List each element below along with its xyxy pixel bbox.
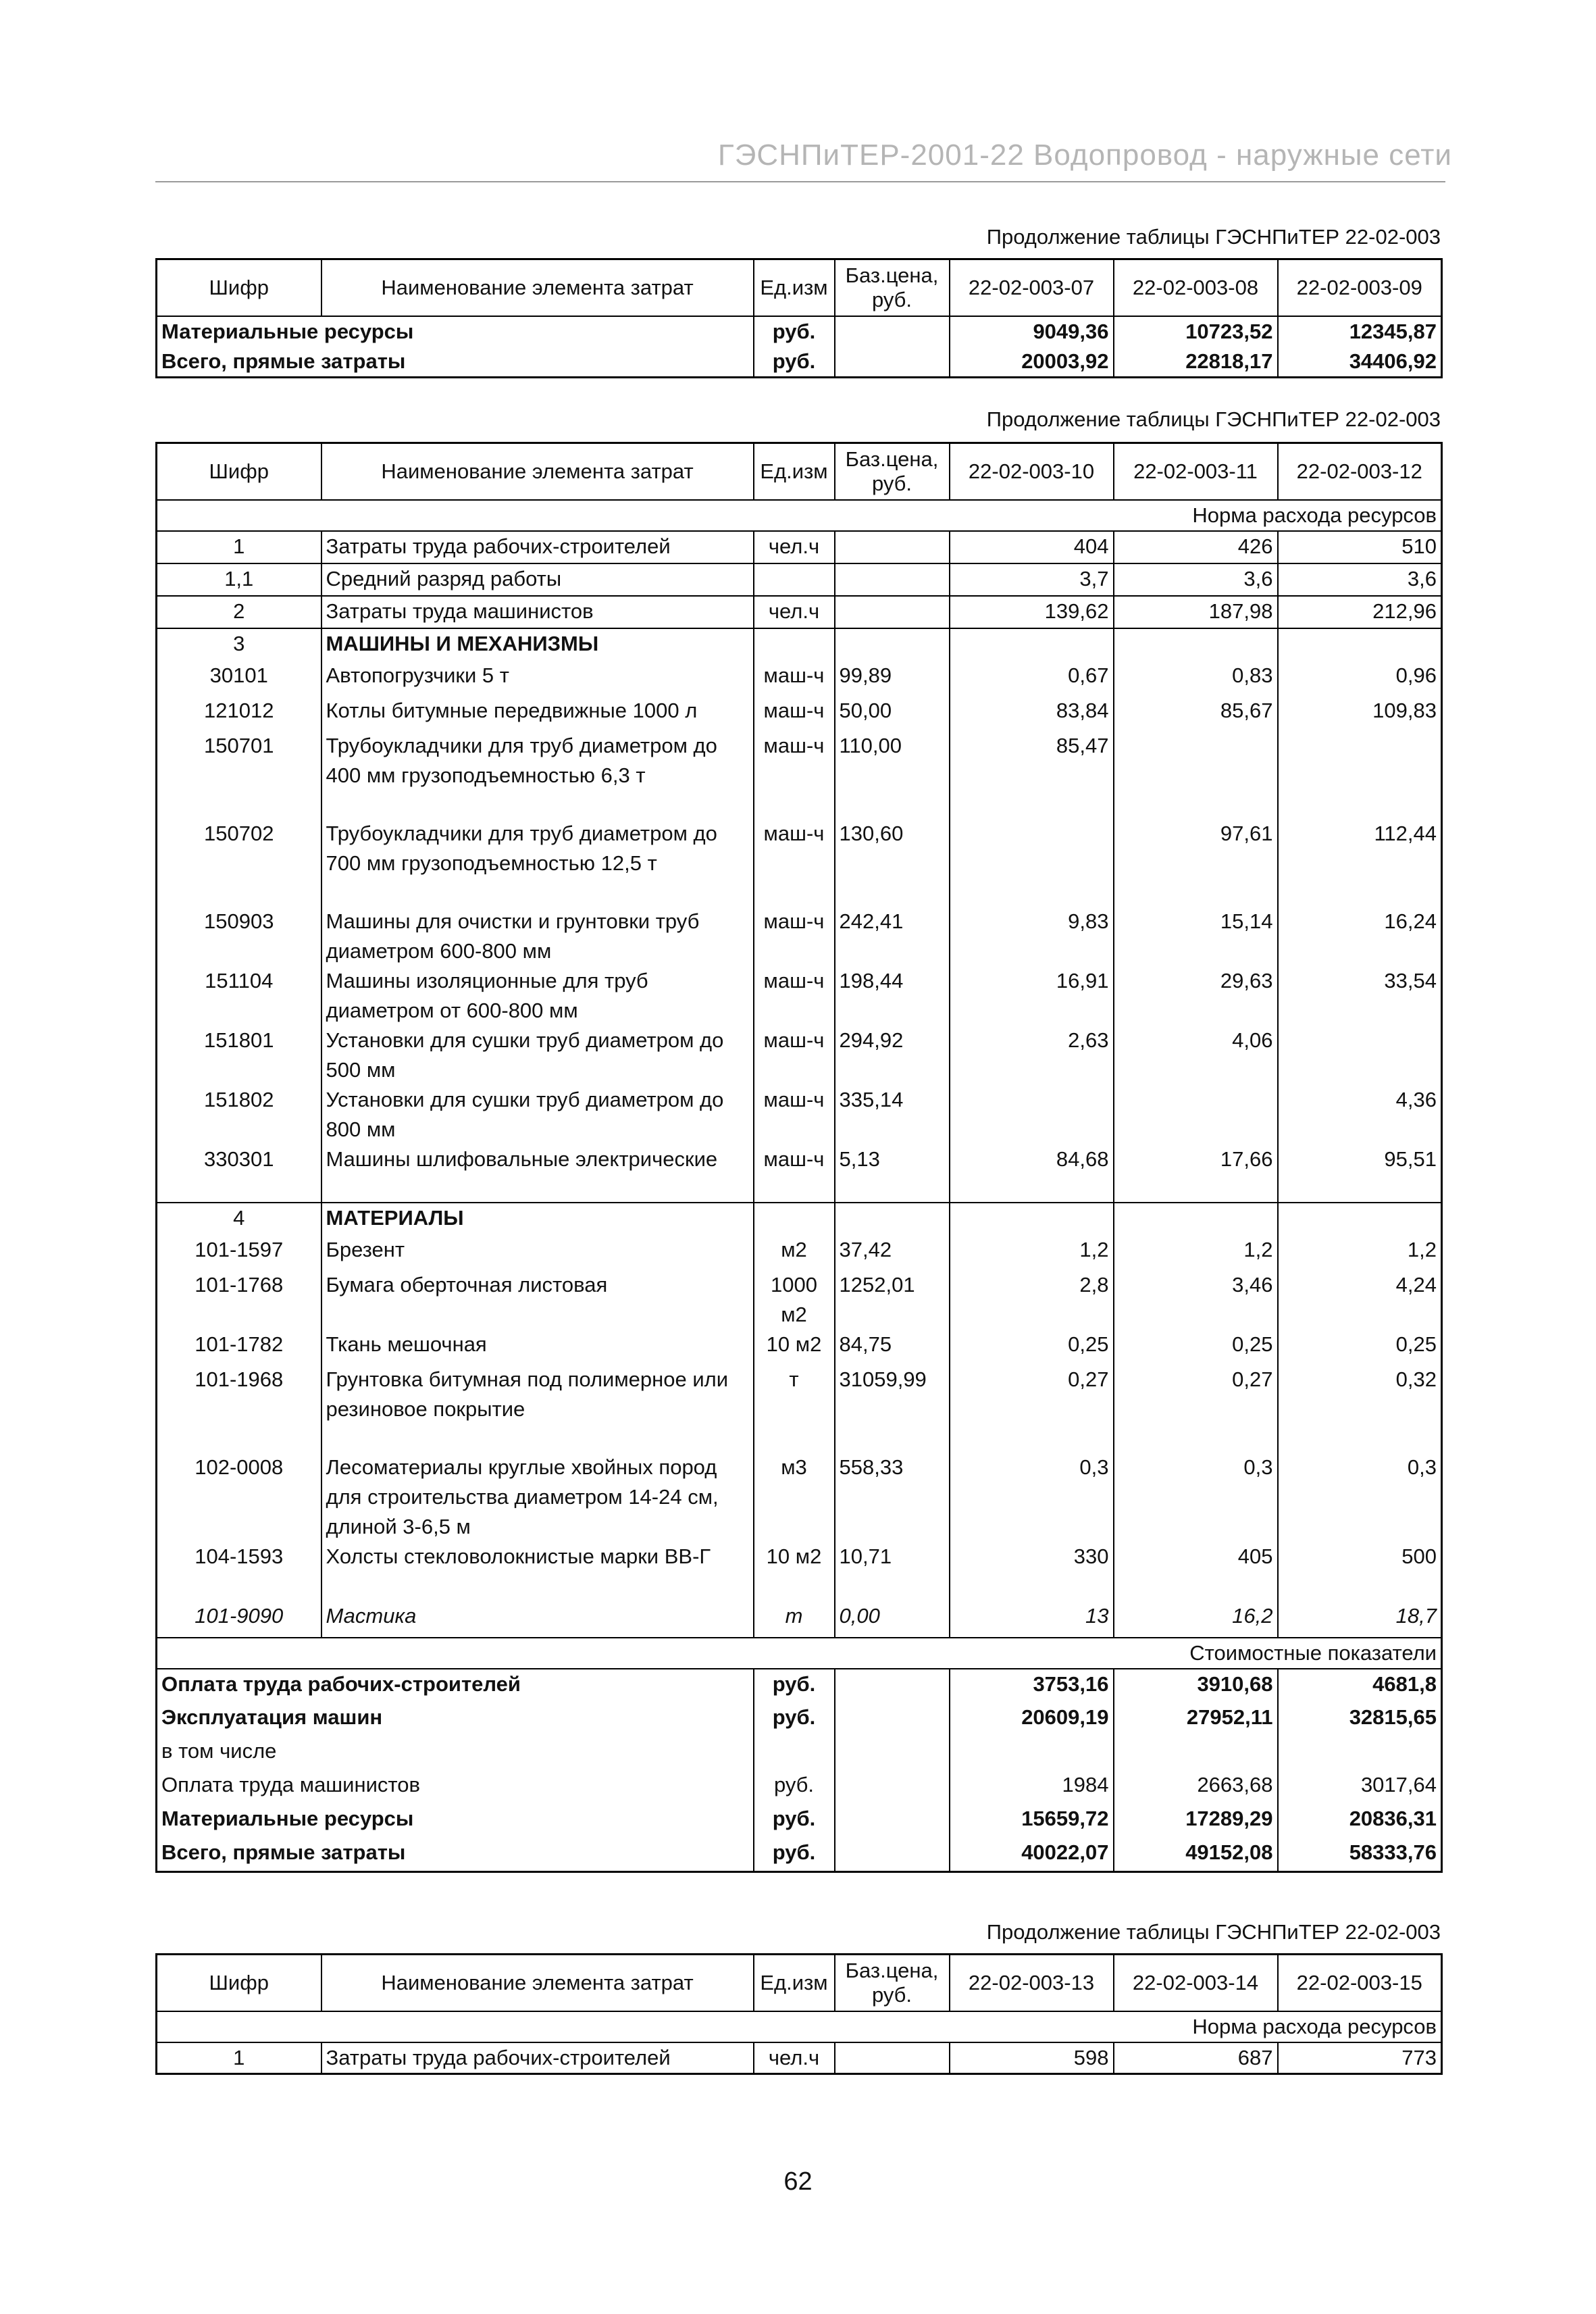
table1-header-row <box>157 259 1442 317</box>
row-price <box>835 2042 950 2074</box>
row-value: 32815,65 <box>1278 1703 1442 1736</box>
row-value: 15,14 <box>1114 907 1278 966</box>
table-row <box>157 1235 1442 1270</box>
row-value: 500 <box>1278 1542 1442 1601</box>
row-unit: маш-ч <box>754 731 835 819</box>
table-row <box>157 1703 1442 1736</box>
table-row <box>157 731 1442 819</box>
header-price: Баз.цена, руб. <box>835 259 950 317</box>
row-value: 16,2 <box>1114 1601 1278 1638</box>
row-price: 198,44 <box>835 966 950 1026</box>
row-value: 84,68 <box>950 1145 1114 1203</box>
row-name: Автопогрузчики 5 т <box>321 661 754 696</box>
row-unit: маш-ч <box>754 1026 835 1085</box>
table3-cost-table <box>155 1953 1443 2075</box>
row-price: 294,92 <box>835 1026 950 1085</box>
row-value <box>1278 731 1442 819</box>
table-row <box>157 661 1442 696</box>
row-value: 0,25 <box>950 1330 1114 1365</box>
table3-header-row <box>157 1955 1442 2012</box>
row-price <box>835 596 950 628</box>
row-price <box>835 347 950 378</box>
row-name: Установки для сушки труб диаметром до 500 мм <box>321 1026 754 1085</box>
row-price: 84,75 <box>835 1330 950 1365</box>
header-unit: Ед.изм <box>754 443 835 501</box>
row-value: 85,67 <box>1114 696 1278 731</box>
row-value: 10723,52 <box>1114 316 1278 347</box>
row-value: 85,47 <box>950 731 1114 819</box>
row-code: 101-1968 <box>157 1365 321 1453</box>
row-value: 83,84 <box>950 696 1114 731</box>
table-row <box>157 1330 1442 1365</box>
table-row <box>157 1270 1442 1330</box>
row-value: 187,98 <box>1114 596 1278 628</box>
row-code: 151802 <box>157 1085 321 1145</box>
row-code: 151104 <box>157 966 321 1026</box>
row-name: Трубоукладчики для труб диаметром до 400 мм грузоподъемностью 6,3 т <box>321 731 754 819</box>
row-value: 0,27 <box>950 1365 1114 1453</box>
row-price: 558,33 <box>835 1453 950 1542</box>
row-name: Оплата труда рабочих-строителей <box>157 1669 754 1703</box>
table2-continuation: Продолжение таблицы ГЭСНПиТЕР 22-02-003 <box>986 407 1441 431</box>
row-code: 104-1593 <box>157 1542 321 1601</box>
header-column: 22-02-003-09 <box>1278 259 1442 317</box>
row-value: 0,25 <box>1278 1330 1442 1365</box>
table-row <box>157 596 1442 628</box>
row-value <box>950 628 1114 661</box>
table-row <box>157 1770 1442 1804</box>
row-code: 150702 <box>157 819 321 907</box>
cost-label: Стоимостные показатели <box>157 1638 1442 1669</box>
row-price: 5,13 <box>835 1145 950 1203</box>
row-unit: 1000 м2 <box>754 1270 835 1330</box>
row-code: 102-0008 <box>157 1453 321 1542</box>
row-value: 40022,07 <box>950 1838 1114 1871</box>
row-price: 37,42 <box>835 1235 950 1270</box>
row-value: 2663,68 <box>1114 1770 1278 1804</box>
row-price: 242,41 <box>835 907 950 966</box>
row-name: Трубоукладчики для труб диаметром до 700 мм грузоподъемностью 12,5 т <box>321 819 754 907</box>
row-name: Машины шлифовальные электрические <box>321 1145 754 1203</box>
row-name: Машины для очистки и грунтовки труб диаметром 600-800 мм <box>321 907 754 966</box>
row-value: 3910,68 <box>1114 1669 1278 1703</box>
row-price <box>835 1669 950 1703</box>
row-price: 99,89 <box>835 661 950 696</box>
row-name: Мастика <box>321 1601 754 1638</box>
row-code: 150903 <box>157 907 321 966</box>
row-unit: маш-ч <box>754 819 835 907</box>
row-code: 101-1597 <box>157 1235 321 1270</box>
header-code: Шифр <box>157 443 321 501</box>
row-name: Всего, прямые затраты <box>157 347 754 378</box>
table-row <box>157 1026 1442 1085</box>
table1-cost-table <box>155 258 1443 378</box>
row-unit: маш-ч <box>754 907 835 966</box>
row-value: 16,24 <box>1278 907 1442 966</box>
row-name: Затраты труда рабочих-строителей <box>321 2042 754 2074</box>
row-code: 150701 <box>157 731 321 819</box>
row-name: Материальные ресурсы <box>157 316 754 347</box>
row-value: 773 <box>1278 2042 1442 2074</box>
row-value: 426 <box>1114 531 1278 563</box>
row-unit: маш-ч <box>754 1145 835 1203</box>
row-unit: руб. <box>754 1703 835 1736</box>
row-value <box>1278 1026 1442 1085</box>
row-unit: маш-ч <box>754 661 835 696</box>
row-name: Бумага оберточная листовая <box>321 1270 754 1330</box>
table-row <box>157 1804 1442 1838</box>
row-code: 330301 <box>157 1145 321 1203</box>
row-value: 20003,92 <box>950 347 1114 378</box>
header-column: 22-02-003-14 <box>1114 1955 1278 2012</box>
header-column: 22-02-003-12 <box>1278 443 1442 501</box>
row-value: 9,83 <box>950 907 1114 966</box>
row-value <box>950 1736 1114 1770</box>
row-name: Затраты труда машинистов <box>321 596 754 628</box>
row-value: 0,3 <box>1114 1453 1278 1542</box>
row-value <box>1114 1203 1278 1235</box>
table-row <box>157 696 1442 731</box>
row-code: 2 <box>157 596 321 628</box>
row-price: 50,00 <box>835 696 950 731</box>
row-value <box>1114 1736 1278 1770</box>
row-code: 151801 <box>157 1026 321 1085</box>
row-unit: чел.ч <box>754 531 835 563</box>
row-value: 330 <box>950 1542 1114 1601</box>
row-price <box>835 531 950 563</box>
header-unit: Ед.изм <box>754 259 835 317</box>
row-price <box>835 1804 950 1838</box>
table-row <box>157 1453 1442 1542</box>
row-price: 130,60 <box>835 819 950 907</box>
table1-continuation: Продолжение таблицы ГЭСНПиТЕР 22-02-003 <box>986 225 1441 249</box>
row-value: 0,3 <box>1278 1453 1442 1542</box>
table-row <box>157 1145 1442 1203</box>
row-value: 29,63 <box>1114 966 1278 1026</box>
table3-continuation: Продолжение таблицы ГЭСНПиТЕР 22-02-003 <box>986 1920 1441 1944</box>
row-name: Грунтовка битумная под полимерное или резиновое покрытие <box>321 1365 754 1453</box>
header-divider <box>155 181 1445 182</box>
row-unit: руб. <box>754 1804 835 1838</box>
row-code: 101-1782 <box>157 1330 321 1365</box>
row-value: 12345,87 <box>1278 316 1442 347</box>
row-value: 4,24 <box>1278 1270 1442 1330</box>
header-column: 22-02-003-13 <box>950 1955 1114 2012</box>
row-name: Оплата труда машинистов <box>157 1770 754 1804</box>
row-value <box>1114 1085 1278 1145</box>
row-unit <box>754 563 835 596</box>
row-unit: маш-ч <box>754 696 835 731</box>
header-column: 22-02-003-10 <box>950 443 1114 501</box>
row-name: Эксплуатация машин <box>157 1703 754 1736</box>
row-unit: руб. <box>754 1838 835 1871</box>
row-unit: руб. <box>754 1770 835 1804</box>
row-name: Котлы битумные передвижные 1000 л <box>321 696 754 731</box>
table-row <box>157 347 1442 378</box>
row-value: 33,54 <box>1278 966 1442 1026</box>
row-price: 10,71 <box>835 1542 950 1601</box>
table-row <box>157 1203 1442 1235</box>
row-code: 1,1 <box>157 563 321 596</box>
row-value: 405 <box>1114 1542 1278 1601</box>
row-value: 0,83 <box>1114 661 1278 696</box>
row-unit: м2 <box>754 1235 835 1270</box>
row-unit: м3 <box>754 1453 835 1542</box>
row-value: 27952,11 <box>1114 1703 1278 1736</box>
page-number: 62 <box>783 2167 813 2196</box>
row-unit: маш-ч <box>754 1085 835 1145</box>
table-row <box>157 1669 1442 1703</box>
row-value: 3,7 <box>950 563 1114 596</box>
row-name: Машины изоляционные для труб диаметром от 600-800 мм <box>321 966 754 1026</box>
row-price <box>835 1703 950 1736</box>
row-name: Затраты труда рабочих-строителей <box>321 531 754 563</box>
row-value: 0,32 <box>1278 1365 1442 1453</box>
row-name: Установки для сушки труб диаметром до 800 мм <box>321 1085 754 1145</box>
table-row <box>157 966 1442 1026</box>
row-price: 1252,01 <box>835 1270 950 1330</box>
row-value: 0,25 <box>1114 1330 1278 1365</box>
row-name: Средний разряд работы <box>321 563 754 596</box>
row-value: 1,2 <box>950 1235 1114 1270</box>
row-unit <box>754 1736 835 1770</box>
row-unit: т <box>754 1365 835 1453</box>
row-value: 3,46 <box>1114 1270 1278 1330</box>
header-code: Шифр <box>157 1955 321 2012</box>
row-value: 0,67 <box>950 661 1114 696</box>
row-price: 335,14 <box>835 1085 950 1145</box>
row-value: 58333,76 <box>1278 1838 1442 1871</box>
row-unit <box>754 628 835 661</box>
row-value: 1,2 <box>1114 1235 1278 1270</box>
table-row <box>157 1085 1442 1145</box>
row-value: 112,44 <box>1278 819 1442 907</box>
row-value: 2,63 <box>950 1026 1114 1085</box>
row-price <box>835 316 950 347</box>
row-value: 20836,31 <box>1278 1804 1442 1838</box>
table-row <box>157 316 1442 347</box>
row-unit: руб. <box>754 347 835 378</box>
row-value: 34406,92 <box>1278 347 1442 378</box>
row-price: 110,00 <box>835 731 950 819</box>
row-value: 95,51 <box>1278 1145 1442 1203</box>
row-price <box>835 628 950 661</box>
running-header: ГЭСНПиТЕР-2001-22 Водопровод - наружные сети <box>717 139 1452 172</box>
row-value: 20609,19 <box>950 1703 1114 1736</box>
row-unit: руб. <box>754 1669 835 1703</box>
row-price: 31059,99 <box>835 1365 950 1453</box>
table-row <box>157 1838 1442 1871</box>
row-value <box>1278 628 1442 661</box>
row-name: МАШИНЫ И МЕХАНИЗМЫ <box>321 628 754 661</box>
row-value: 16,91 <box>950 966 1114 1026</box>
row-value: 4,06 <box>1114 1026 1278 1085</box>
row-name: Ткань мешочная <box>321 1330 754 1365</box>
row-value: 2,8 <box>950 1270 1114 1330</box>
table-row <box>157 1736 1442 1770</box>
row-value: 0,3 <box>950 1453 1114 1542</box>
row-value: 3017,64 <box>1278 1770 1442 1804</box>
header-name: Наименование элемента затрат <box>321 1955 754 2012</box>
row-value: 9049,36 <box>950 316 1114 347</box>
row-name: в том числе <box>157 1736 754 1770</box>
row-unit: 10 м2 <box>754 1330 835 1365</box>
row-value: 139,62 <box>950 596 1114 628</box>
table-row <box>157 1601 1442 1638</box>
table-row <box>157 907 1442 966</box>
row-unit: 10 м2 <box>754 1542 835 1601</box>
row-value: 404 <box>950 531 1114 563</box>
row-value: 510 <box>1278 531 1442 563</box>
row-value <box>1114 628 1278 661</box>
row-value: 22818,17 <box>1114 347 1278 378</box>
row-value <box>950 1203 1114 1235</box>
cost-section-row <box>157 1638 1442 1669</box>
row-value: 598 <box>950 2042 1114 2074</box>
table-row <box>157 819 1442 907</box>
norm-section-row <box>157 2011 1442 2042</box>
row-unit <box>754 1203 835 1235</box>
row-unit: т <box>754 1601 835 1638</box>
table-row <box>157 531 1442 563</box>
header-unit: Ед.изм <box>754 1955 835 2012</box>
header-price: Баз.цена, руб. <box>835 1955 950 2012</box>
row-value <box>950 1085 1114 1145</box>
norm-label: Норма расхода ресурсов <box>157 2011 1442 2042</box>
table-row <box>157 628 1442 661</box>
row-value: 17,66 <box>1114 1145 1278 1203</box>
row-code: 121012 <box>157 696 321 731</box>
row-value: 18,7 <box>1278 1601 1442 1638</box>
row-unit: руб. <box>754 316 835 347</box>
row-value: 0,27 <box>1114 1365 1278 1453</box>
table-row <box>157 563 1442 596</box>
header-code: Шифр <box>157 259 321 317</box>
row-value: 3,6 <box>1278 563 1442 596</box>
row-name: Холсты стекловолокнистые марки ВВ-Г <box>321 1542 754 1601</box>
row-value: 15659,72 <box>950 1804 1114 1838</box>
row-price <box>835 1770 950 1804</box>
header-column: 22-02-003-11 <box>1114 443 1278 501</box>
row-price: 0,00 <box>835 1601 950 1638</box>
header-column: 22-02-003-08 <box>1114 259 1278 317</box>
row-value: 687 <box>1114 2042 1278 2074</box>
row-value: 4,36 <box>1278 1085 1442 1145</box>
row-code: 101-9090 <box>157 1601 321 1638</box>
row-value: 3,6 <box>1114 563 1278 596</box>
table-row <box>157 1542 1442 1601</box>
header-price: Баз.цена, руб. <box>835 443 950 501</box>
row-name: МАТЕРИАЛЫ <box>321 1203 754 1235</box>
row-price <box>835 563 950 596</box>
row-code: 1 <box>157 2042 321 2074</box>
table2-header-row <box>157 443 1442 501</box>
row-value: 97,61 <box>1114 819 1278 907</box>
row-value <box>1278 1736 1442 1770</box>
header-name: Наименование элемента затрат <box>321 443 754 501</box>
table-row <box>157 2042 1442 2074</box>
row-name: Лесоматериалы круглые хвойных пород для строительства диаметром 14-24 см, длиной 3-6,5 м <box>321 1453 754 1542</box>
row-value: 49152,08 <box>1114 1838 1278 1871</box>
row-code: 4 <box>157 1203 321 1235</box>
row-value <box>1278 1203 1442 1235</box>
row-value: 4681,8 <box>1278 1669 1442 1703</box>
row-value: 0,96 <box>1278 661 1442 696</box>
row-code: 30101 <box>157 661 321 696</box>
row-price <box>835 1203 950 1235</box>
row-name: Брезент <box>321 1235 754 1270</box>
norm-section-row <box>157 500 1442 531</box>
row-unit: маш-ч <box>754 966 835 1026</box>
header-name: Наименование элемента затрат <box>321 259 754 317</box>
row-value: 13 <box>950 1601 1114 1638</box>
norm-label: Норма расхода ресурсов <box>157 500 1442 531</box>
table-row <box>157 1365 1442 1453</box>
row-value <box>950 819 1114 907</box>
row-value: 17289,29 <box>1114 1804 1278 1838</box>
row-value: 109,83 <box>1278 696 1442 731</box>
row-value: 212,96 <box>1278 596 1442 628</box>
header-column: 22-02-003-15 <box>1278 1955 1442 2012</box>
table2-cost-table <box>155 442 1443 1873</box>
row-price <box>835 1838 950 1871</box>
row-code: 101-1768 <box>157 1270 321 1330</box>
row-price <box>835 1736 950 1770</box>
row-code: 1 <box>157 531 321 563</box>
row-unit: чел.ч <box>754 596 835 628</box>
row-value <box>1114 731 1278 819</box>
row-name: Материальные ресурсы <box>157 1804 754 1838</box>
row-name: Всего, прямые затраты <box>157 1838 754 1871</box>
header-column: 22-02-003-07 <box>950 259 1114 317</box>
row-code: 3 <box>157 628 321 661</box>
row-value: 3753,16 <box>950 1669 1114 1703</box>
row-value: 1984 <box>950 1770 1114 1804</box>
row-value: 1,2 <box>1278 1235 1442 1270</box>
row-unit: чел.ч <box>754 2042 835 2074</box>
